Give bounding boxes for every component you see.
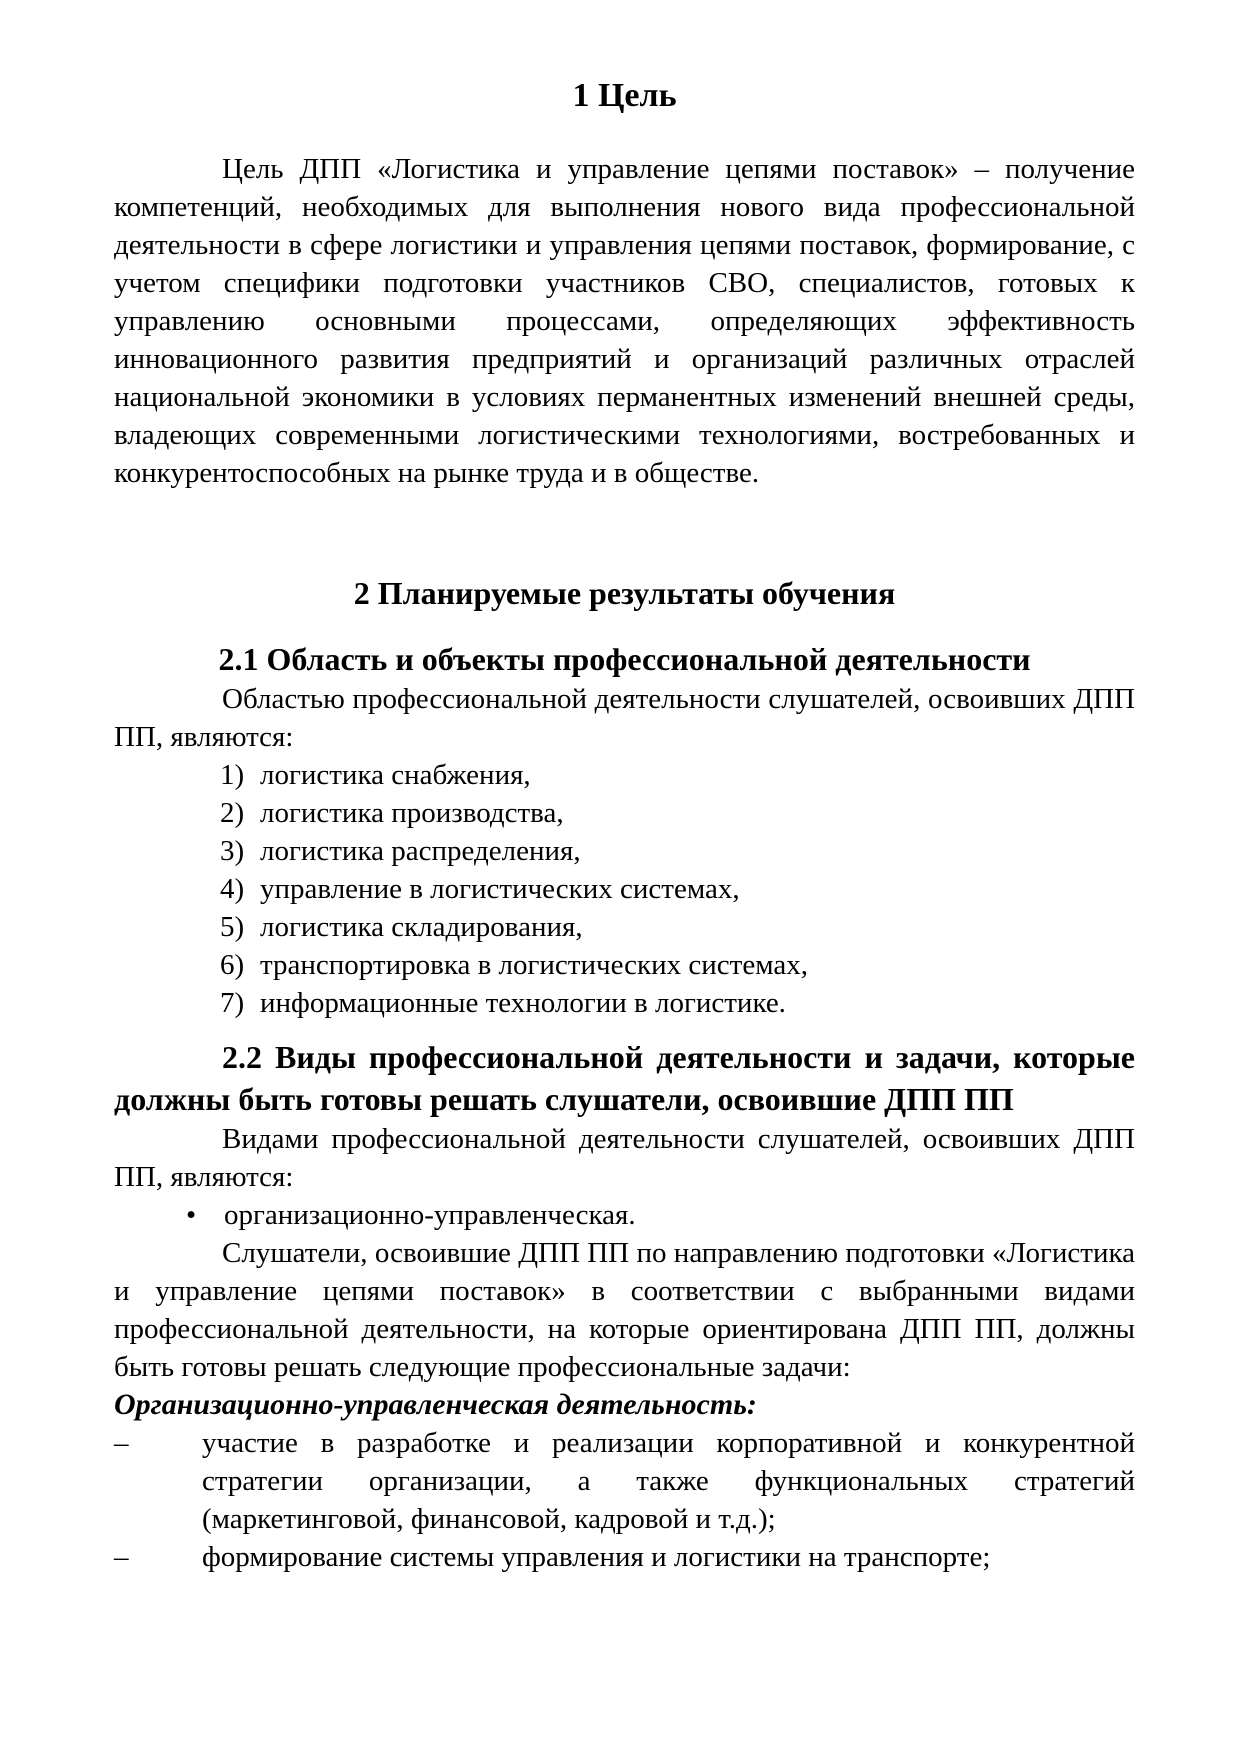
list-number: 1) <box>220 759 245 791</box>
list-number: 3) <box>220 835 245 867</box>
numbered-list-item <box>114 756 1135 794</box>
numbered-list-item <box>114 946 1135 984</box>
dash-marker: – <box>114 1541 129 1573</box>
section-2-2-intro: Видами профессиональной деятельности слушателей, освоивших ДПП ПП, являются: <box>114 1123 1135 1193</box>
bullet-marker: • <box>186 1199 197 1231</box>
section-2-heading: 2 Планируемые результаты обучения <box>353 575 896 611</box>
list-number: 6) <box>220 949 245 981</box>
list-number: 2) <box>220 797 245 829</box>
numbered-list-item <box>114 984 1135 1022</box>
dash-item-text: участие в разработке и реализации корпоративной и конкурентной стратегии организации, а также функциональных стратегий (маркетинговой, финансовой, кадровой и т.д.); <box>202 1427 1135 1535</box>
list-item-text: логистика распределения, <box>260 835 581 867</box>
numbered-list-item <box>114 794 1135 832</box>
list-number: 5) <box>220 911 245 943</box>
list-item-text: информационные технологии в логистике. <box>260 987 786 1019</box>
activity-type-heading: Организационно-управленческая деятельность: <box>114 1388 757 1421</box>
numbered-list-item <box>114 870 1135 908</box>
numbered-list-item <box>114 832 1135 870</box>
dash-item-text: формирование системы управления и логистики на транспорте; <box>202 1541 991 1573</box>
numbered-list-item <box>114 908 1135 946</box>
dash-list-item <box>114 1424 1135 1538</box>
list-number: 4) <box>220 873 245 905</box>
list-item-text: логистика производства, <box>260 797 564 829</box>
list-item-text: логистика снабжения, <box>260 759 531 791</box>
section-2-1-intro: Областью профессиональной деятельности слушателей, освоивших ДПП ПП, являются: <box>114 683 1135 753</box>
numbered-list <box>114 756 1135 1022</box>
dash-list-item <box>114 1538 1135 1576</box>
section-2-2-paragraph: Слушатели, освоившие ДПП ПП по направлению подготовки «Логистика и управление цепями поставок» в соответствии с выбранными видами профессиональной деятельности, на которые ориентирована ДПП ПП, должны быть готовы решать следующие профессиональные задачи: <box>114 1237 1135 1383</box>
list-item-text: управление в логистических системах, <box>260 873 740 905</box>
section-2-2-heading: 2.2 Виды профессиональной деятельности и задачи, которые должны быть готовы решать слушатели, освоившие ДПП ПП <box>114 1039 1135 1117</box>
list-number: 7) <box>220 987 245 1019</box>
section-1-paragraph: Цель ДПП «Логистика и управление цепями поставок» – получение компетенций, необходимых для выполнения нового вида профессиональной деятельности в сфере логистики и управления цепями поставок, формирование, с учетом специфики подготовки участников СВО, специалистов, готовых к управлению основными процессами, определяющих эффективность инновационного развития предприятий и организаций различных отраслей национальной экономики в условиях перманентных изменений внешней среды, владеющих современными логистическими технологиями, востребованных и конкурентоспособных на рынке труда и в обществе. <box>114 153 1135 489</box>
dash-list <box>114 1424 1135 1576</box>
section-1-heading: 1 Цель <box>572 77 677 114</box>
list-item-text: логистика складирования, <box>260 911 583 943</box>
bullet-list-item <box>114 1196 1135 1234</box>
bullet-item-text: организационно-управленческая. <box>224 1199 636 1231</box>
bullet-list <box>114 1196 1135 1234</box>
dash-marker: – <box>114 1427 129 1459</box>
section-2-1-heading: 2.1 Область и объекты профессиональной деятельности <box>218 641 1031 677</box>
list-item-text: транспортировка в логистических системах, <box>260 949 808 981</box>
